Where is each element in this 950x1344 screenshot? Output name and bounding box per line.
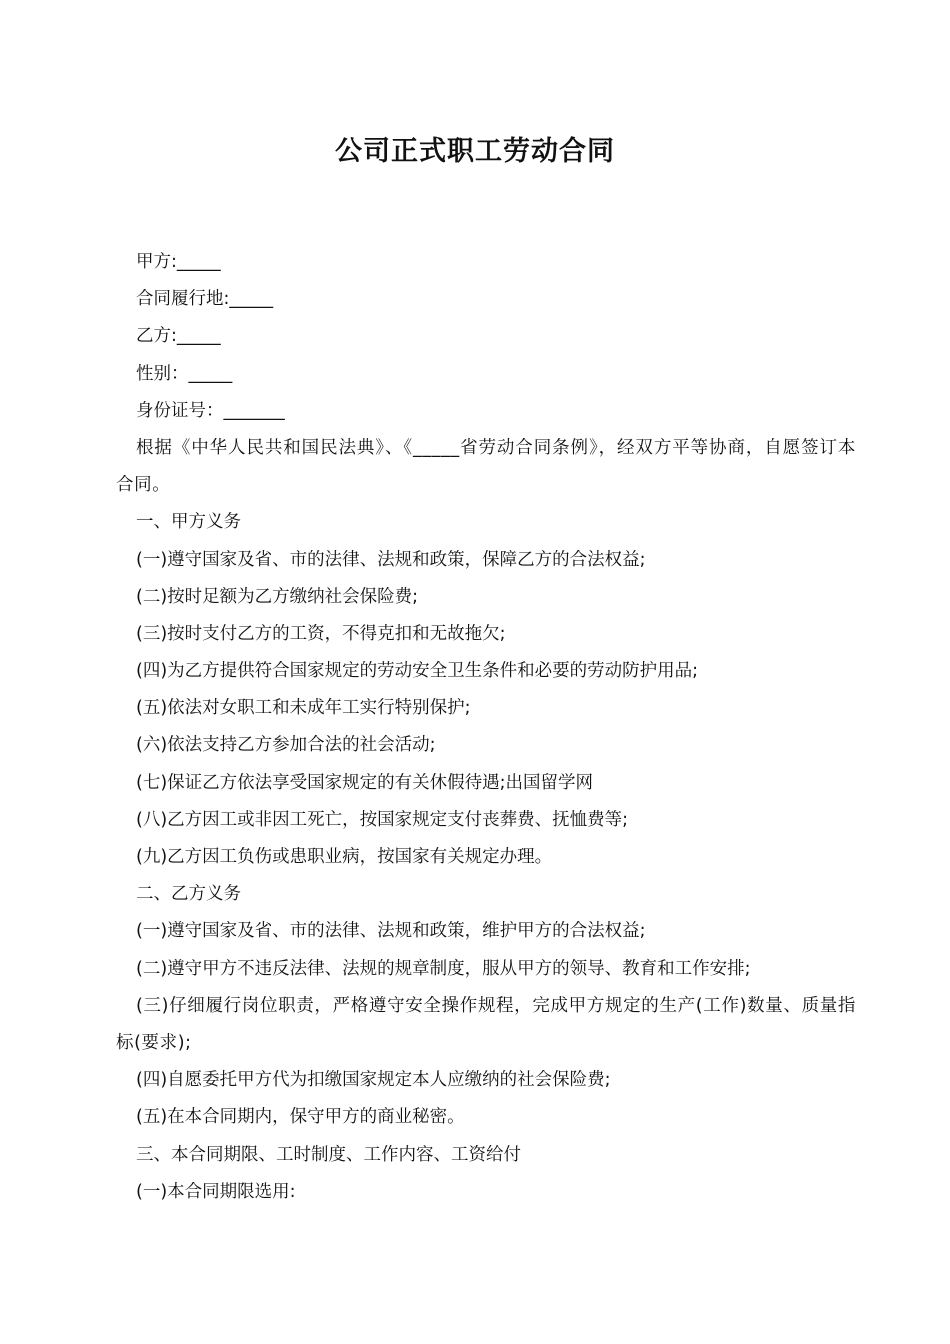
section-heading: 二、乙方义务: [136, 884, 241, 905]
clause-item: (七)保证乙方依法享受国家规定的有关休假待遇;出国留学网: [136, 772, 594, 793]
section-heading: 一、甲方义务: [136, 512, 241, 533]
intro-paragraph: 根据《中华人民共和国民法典》、《_____省劳动合同条例》，经双方平等协商，自愿签订本合同。: [116, 437, 856, 496]
clause-item: (三)仔细履行岗位职责，严格遵守安全操作规程，完成甲方规定的生产(工作)数量、质量指标(要求);: [116, 995, 856, 1053]
field-party-b: 乙方:_____: [136, 326, 221, 347]
section-heading: 三、本合同期限、工时制度、工作内容、工资给付: [136, 1144, 521, 1165]
clause-item: (三)按时支付乙方的工资，不得克扣和无故拖欠;: [136, 623, 506, 644]
clause-item: (四)为乙方提供符合国家规定的劳动安全卫生条件和必要的劳动防护用品;: [136, 661, 699, 682]
clause-item: (六)依法支持乙方参加合法的社会活动;: [136, 735, 436, 756]
clause-item: (二)按时足额为乙方缴纳社会保险费;: [136, 586, 419, 607]
clause-item: (五)依法对女职工和未成年工实行特别保护;: [136, 698, 471, 719]
field-place: 合同履行地:_____: [136, 289, 274, 310]
clause-item: (一)遵守国家及省、市的法律、法规和政策，维护甲方的合法权益;: [136, 921, 646, 942]
clause-item: (四)自愿委托甲方代为扣缴国家规定本人应缴纳的社会保险费;: [136, 1070, 611, 1091]
field-party-a: 甲方:_____: [136, 252, 221, 272]
document-body: [116, 244, 856, 1211]
clause-item: (一)本合同期限选用:: [136, 1181, 296, 1202]
field-id-number: 身份证号：_______: [136, 400, 285, 421]
clause-item: (二)遵守甲方不违反法律、法规的规章制度，服从甲方的领导、教育和工作安排;: [136, 958, 751, 979]
clause-item: (八)乙方因工或非因工死亡，按国家规定支付丧葬费、抚恤费等;: [136, 809, 629, 830]
document-title: 公司正式职工劳动合同: [335, 136, 615, 167]
field-gender: 性别：_____: [136, 363, 233, 384]
clause-item: (五)在本合同期内，保守甲方的商业秘密。: [136, 1107, 465, 1128]
clause-item: (九)乙方因工负伤或患职业病，按国家有关规定办理。: [136, 847, 553, 868]
clause-item: (一)遵守国家及省、市的法律、法规和政策，保障乙方的合法权益;: [136, 549, 646, 570]
